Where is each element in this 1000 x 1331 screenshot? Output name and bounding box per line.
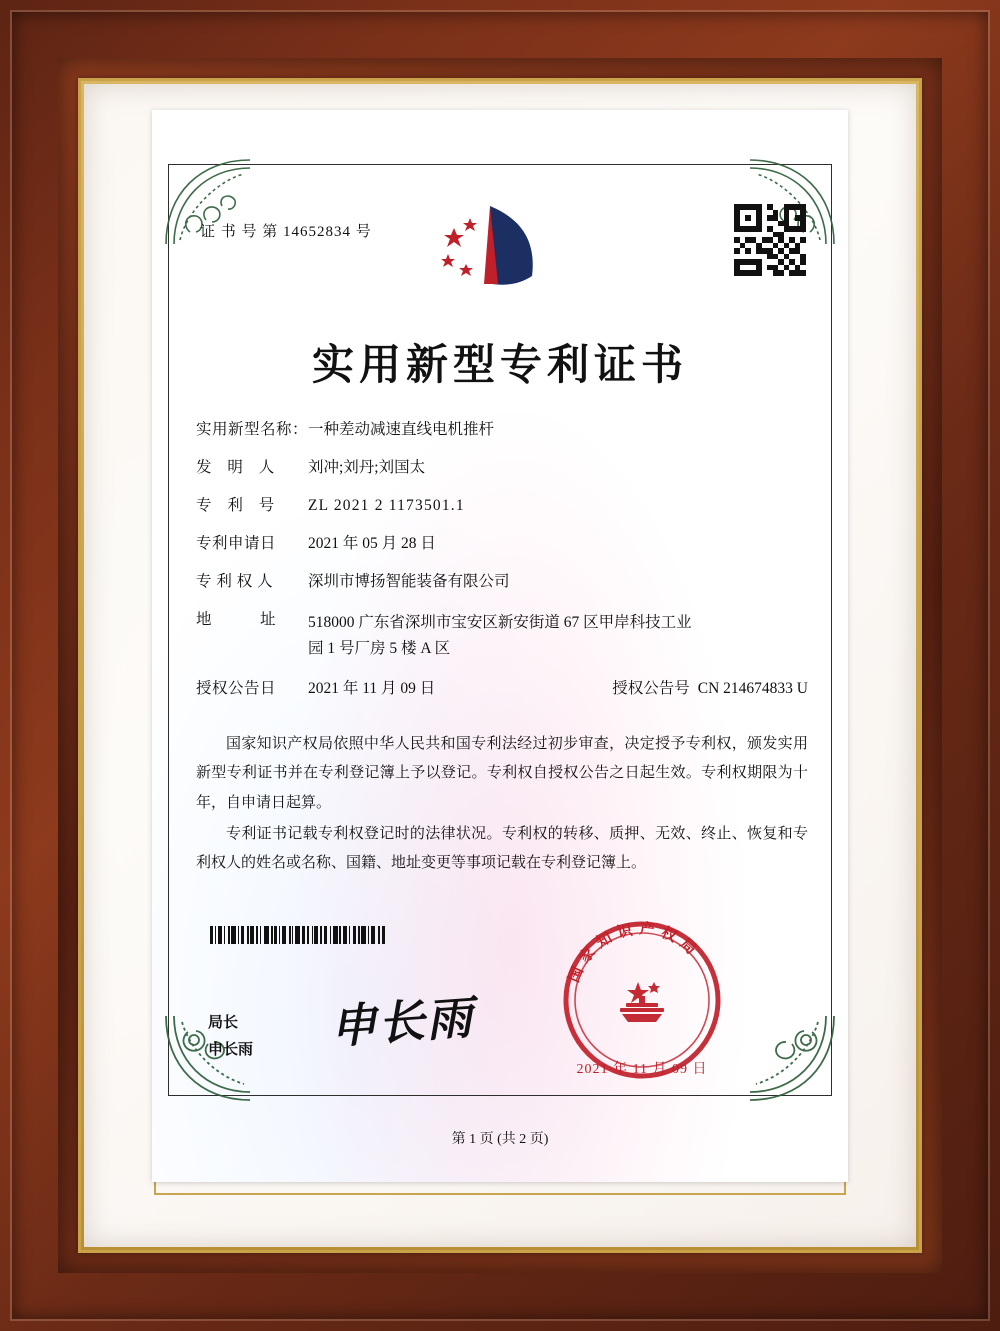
- field-value: 一种差动减速直线电机推杆: [308, 421, 495, 438]
- cnipa-patent-logo-icon: [432, 198, 562, 298]
- certificate-title: 实用新型专利证书: [311, 340, 688, 389]
- svg-text:国家知识产权局: 国家知识产权局: [566, 921, 704, 985]
- grant-number-value: CN 214674833 U: [697, 680, 808, 698]
- field-value: 2021 年 05 月 28 日: [308, 534, 436, 552]
- field-label: 专利申请日: [196, 534, 277, 552]
- grant-number-label: 授权公告号: [612, 680, 690, 698]
- qr-code-matrix: [734, 204, 806, 276]
- director-title: 局长: [208, 1015, 239, 1031]
- field-value: ZL 2021 2 1173501.1: [308, 496, 465, 514]
- field-label: 专 利 号: [196, 496, 281, 514]
- page-footer: 第 1 页 (共 2 页): [451, 1132, 549, 1147]
- certificate-fields: [196, 420, 808, 717]
- qr-code: [734, 204, 806, 276]
- legal-paragraph-2: 专利证书记载专利权登记时的法律状况。专利权的转移、质押、无效、终止、恢复和专利权人的姓名或名称、国籍、地址变更等事项记载在专利登记簿上。: [196, 825, 808, 871]
- barcode: [210, 926, 425, 944]
- seal-date: 2021 年 11 月 09 日: [576, 1062, 708, 1077]
- grant-date-value: 2021 年 11 月 09 日: [308, 680, 436, 698]
- field-application-date: [196, 534, 808, 555]
- legal-paragraph-1: 国家知识产权局依照中华人民共和国专利法经过初步审查，决定授予专利权，颁发实用新型专利证书并在专利登记簿上予以登记。专利权自授权公告之日起生效。专利权期限为十年，自申请日起算。: [196, 736, 808, 811]
- field-label: 授权公告日: [196, 680, 277, 698]
- address-line-1: 518000 广东省深圳市宝安区新安街道 67 区甲岸科技工业: [308, 613, 692, 631]
- handwritten-signature: 申长雨: [328, 990, 476, 1054]
- field-inventor: [196, 458, 808, 479]
- grant-number: [612, 679, 808, 700]
- field-address: [196, 610, 808, 663]
- field-patent-number: [196, 496, 808, 517]
- field-value: 深圳市博扬智能装备有限公司: [308, 572, 510, 590]
- field-value: 刘冲;刘丹;刘国太: [308, 458, 426, 476]
- field-utility-model-name: [196, 420, 808, 441]
- field-grant-info: [196, 679, 808, 700]
- field-label: 专 利 权 人: [196, 572, 274, 590]
- address-line-2: 园 1 号厂房 5 楼 A 区: [308, 639, 451, 657]
- legal-text: [196, 730, 808, 880]
- certificate-number: 证 书 号 第 14652834 号: [200, 224, 372, 240]
- director-name: 申长雨: [208, 1042, 254, 1058]
- certificate-page: [152, 110, 848, 1182]
- corner-ornament-icon: [744, 1010, 840, 1106]
- field-patentee: [196, 572, 808, 593]
- field-label: 发 明 人: [196, 458, 281, 476]
- signature-block: [208, 1010, 253, 1064]
- field-label: 地 址: [196, 610, 277, 628]
- field-label: 实用新型名称：: [196, 421, 309, 438]
